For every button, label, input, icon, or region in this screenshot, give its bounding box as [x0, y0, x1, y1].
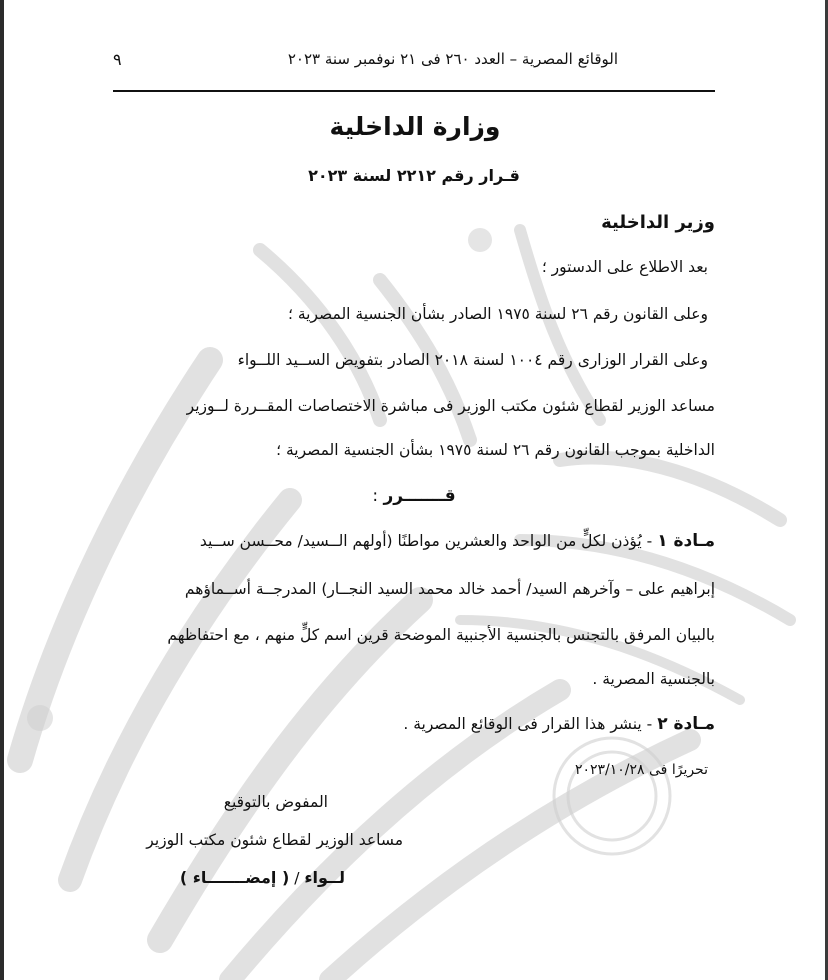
article-2-label: مـادة ٢ — [657, 714, 715, 734]
ministry-title: وزارة الداخلية — [329, 112, 501, 141]
preamble-line: مساعد الوزير لقطاع شئون مكتب الوزير فى مباشرة الاختصاصات المقــررة لــوزير — [186, 397, 715, 415]
signature-line — [180, 868, 345, 887]
article-1-line: بالبيان المرفق بالتجنس بالجنسية الأجنبية الموضحة قرين اسم كلٍّ منهم ، مع احتفاظهم — [167, 626, 715, 644]
decides-colon: : — [372, 486, 379, 506]
preamble-line: بعد الاطلاع على الدستور ؛ — [541, 258, 708, 276]
rank-label: لــواء — [304, 868, 345, 887]
running-header: الوقائع المصرية – العدد ٢٦٠ فى ٢١ نوفمبر سنة ٢٠٢٣ — [287, 50, 618, 68]
article-1-line: بالجنسية المصرية . — [592, 670, 715, 688]
preamble-line: وعلى القرار الوزارى رقم ١٠٠٤ لسنة ٢٠١٨ الصادر بتفويض الســيد اللــواء — [237, 351, 708, 369]
delegate-line: المفوض بالتوقيع — [223, 793, 328, 811]
preamble-line: الداخلية بموجب القانون رقم ٢٦ لسنة ١٩٧٥ بشأن الجنسية المصرية ؛ — [276, 441, 715, 459]
article-2-line — [403, 714, 715, 734]
minister-heading: وزير الداخلية — [601, 212, 715, 233]
article-1-text: - يُؤذن لكلٍّ من الواحد والعشرين مواطنًا (أولهم الــسيد/ محــسن ســيد — [199, 532, 653, 550]
date-line: تحريرًا فى ٢٠٢٣/١٠/٢٨ — [574, 762, 708, 778]
article-1-label: مـادة ١ — [657, 531, 715, 551]
decides-word: قـــــــرر — [383, 486, 456, 506]
decides-heading — [0, 486, 828, 506]
assistant-line: مساعد الوزير لقطاع شئون مكتب الوزير — [146, 831, 403, 849]
decree-title: قـرار رقم ٢٢١٢ لسنة ٢٠٢٣ — [308, 166, 520, 185]
preamble-line: وعلى القانون رقم ٢٦ لسنة ١٩٧٥ الصادر بشأن الجنسية المصرية ؛ — [288, 305, 708, 323]
article-1-line: إبراهيم على – وآخرهم السيد/ أحمد خالد محمد السيد النجــار) المدرجــة أســماؤهم — [184, 580, 715, 598]
article-2-text: - ينشر هذا القرار فى الوقائع المصرية . — [403, 715, 653, 733]
header-rule — [113, 90, 715, 92]
signature-slash: / — [294, 869, 300, 887]
signature-placeholder: ( إمضـــــــاء ) — [179, 868, 290, 887]
article-1-line — [200, 531, 715, 551]
page-number: ٩ — [113, 50, 122, 69]
